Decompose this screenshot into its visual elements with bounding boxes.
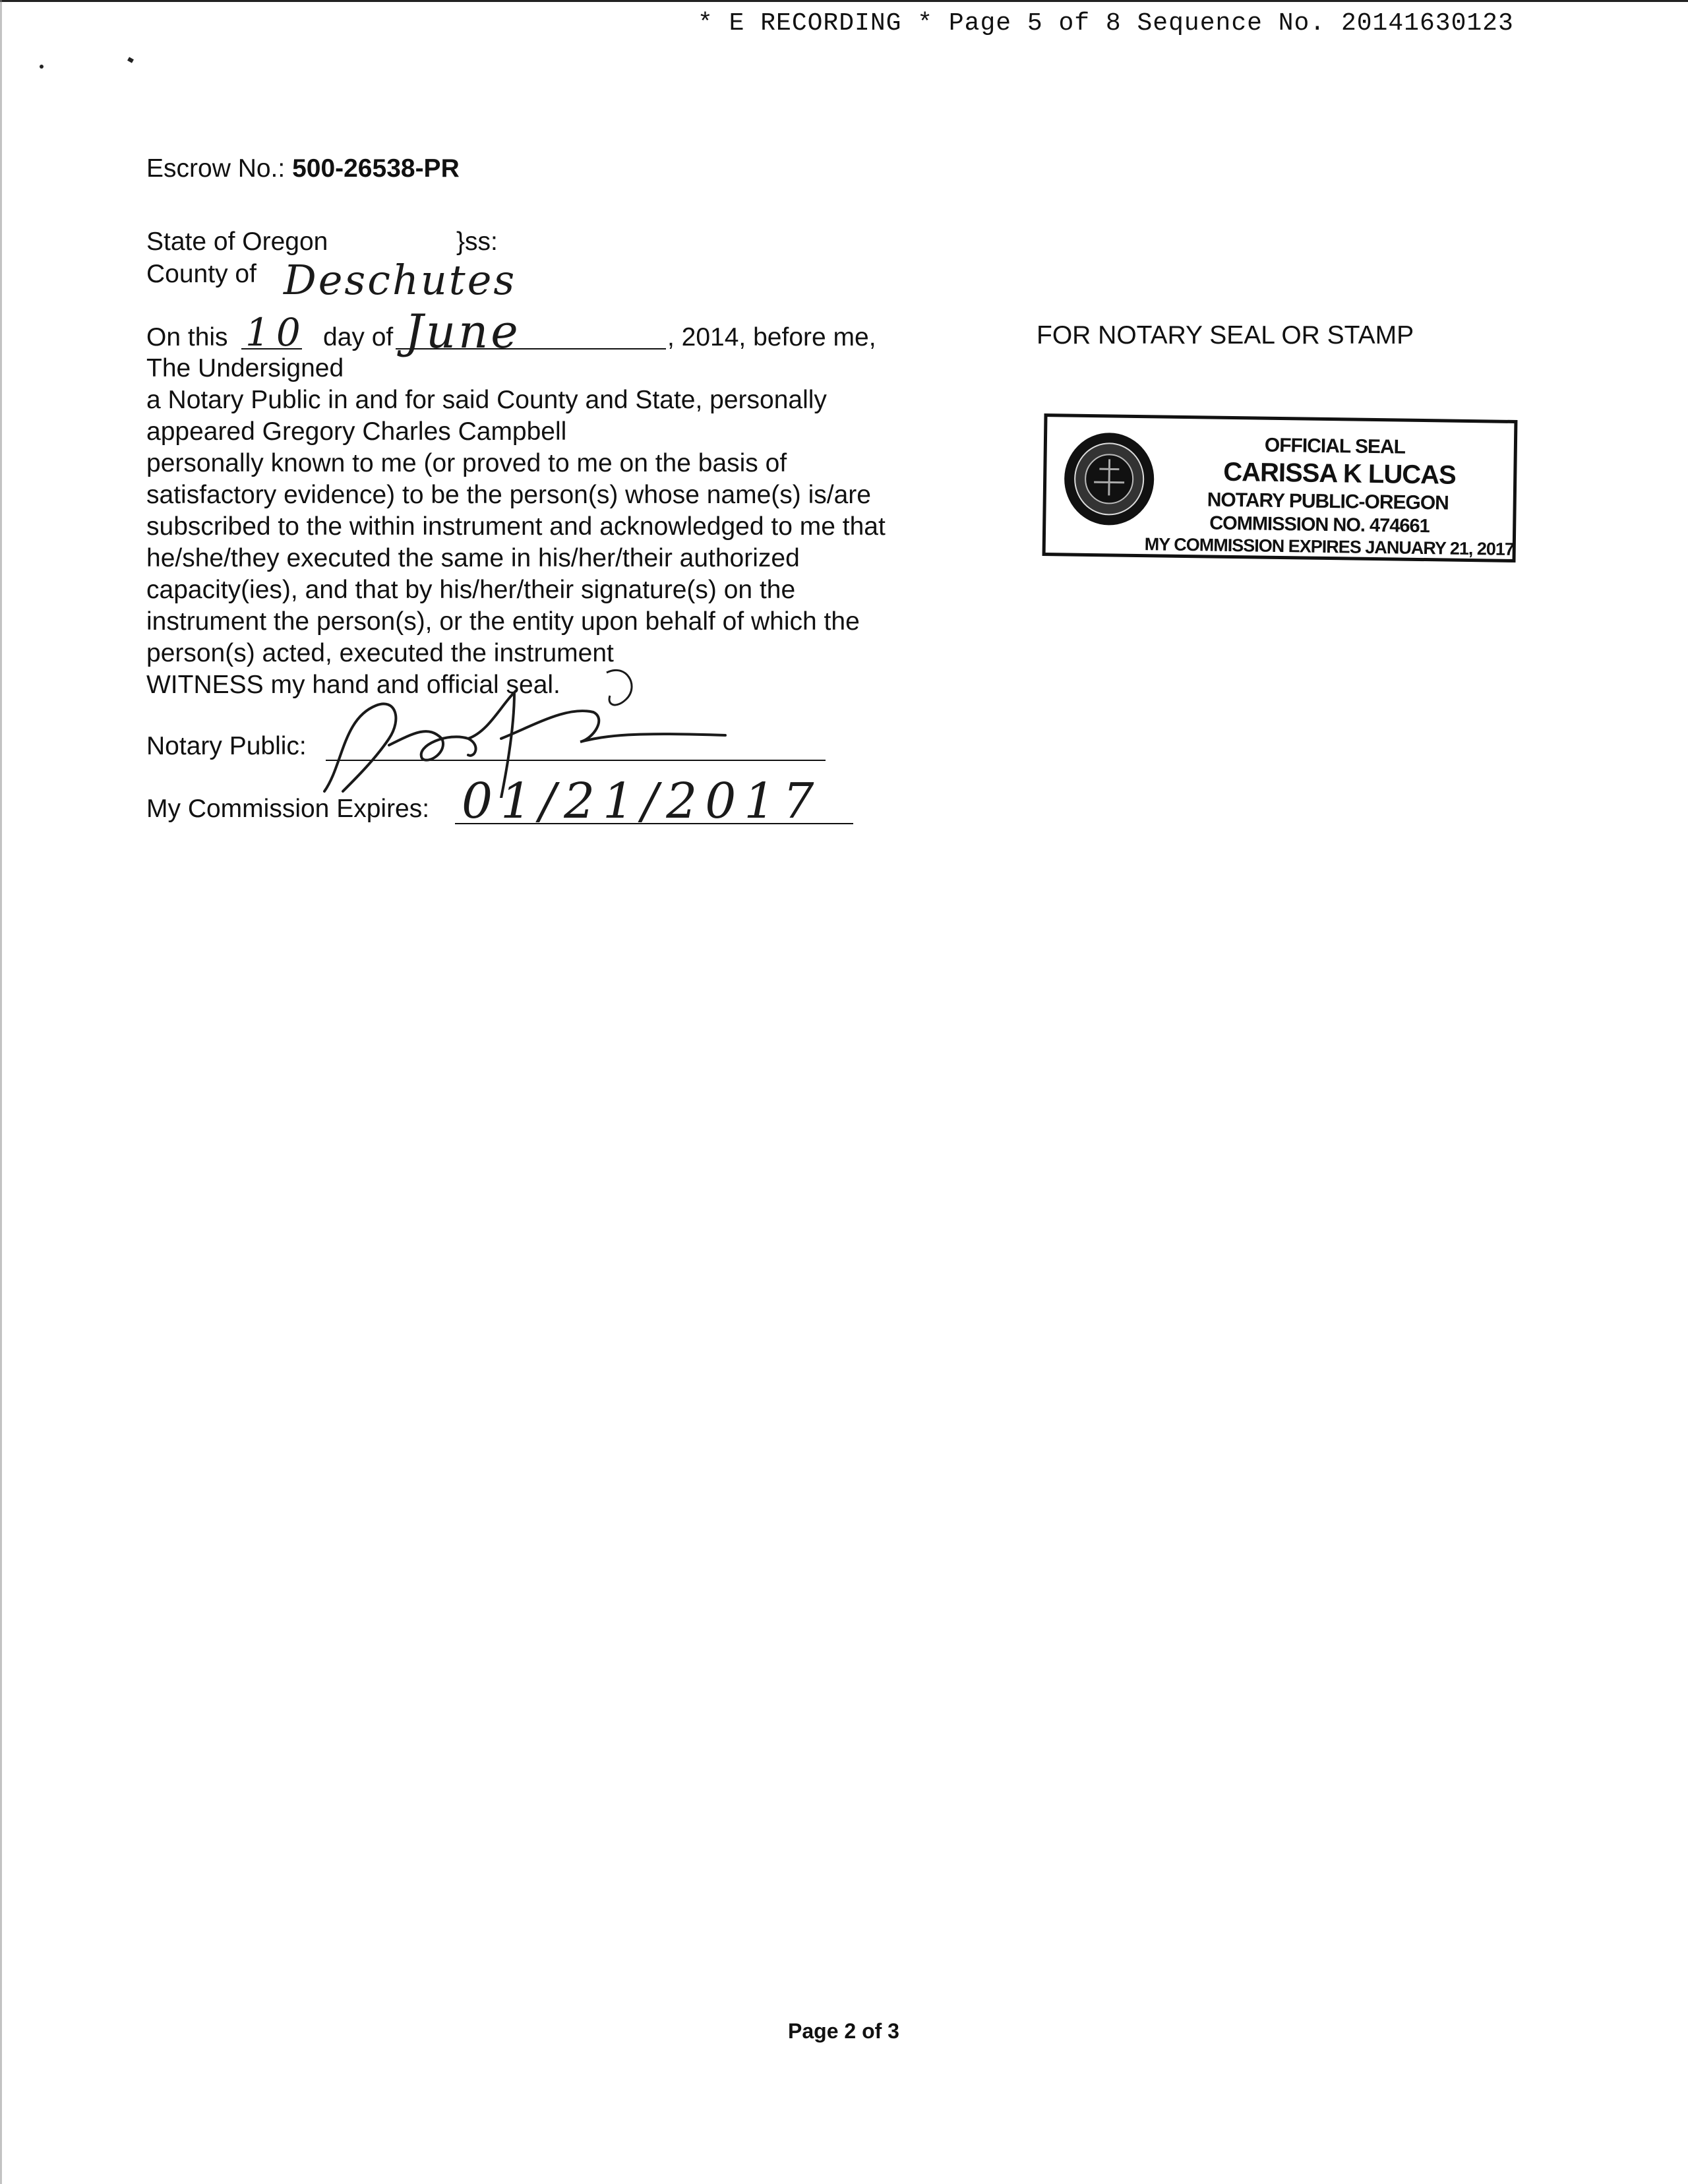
escrow-label: Escrow No.:	[146, 154, 286, 183]
stamp-expires: MY COMMISSION EXPIRES JANUARY 21, 2017	[1144, 534, 1515, 559]
on-this-label: On this	[146, 323, 228, 351]
ss-mark: }ss:	[456, 228, 498, 256]
stamp-name: CARISSA K LUCAS	[1223, 457, 1457, 490]
scan-speck	[127, 57, 134, 63]
county-handwritten: Deschutes	[284, 256, 517, 304]
stamp-commission: COMMISSION NO. 474661	[1209, 512, 1430, 537]
ack-line: subscribed to the within instrument and acknowledged to me that	[146, 512, 886, 541]
stamp-title: OFFICIAL SEAL	[1264, 434, 1406, 458]
scan-top-border	[0, 0, 1688, 2]
ack-line: capacity(ies), and that by his/her/their signature(s) on the	[146, 576, 796, 604]
stamp-role: NOTARY PUBLIC-OREGON	[1207, 489, 1449, 514]
day-of-label: day of	[323, 323, 394, 351]
recording-header: * E RECORDING * Page 5 of 8 Sequence No. 20141630123	[698, 9, 1514, 38]
seal-heading: FOR NOTARY SEAL OR STAMP	[1037, 321, 1414, 349]
scan-speck	[40, 65, 44, 69]
ack-line: appeared Gregory Charles Campbell	[146, 417, 567, 446]
year-before-me: , 2014, before me,	[667, 323, 876, 351]
commission-expires-handwritten: 01/21/2017	[462, 773, 822, 830]
commission-expires-label: My Commission Expires:	[146, 795, 430, 823]
escrow-number: 500-26538-PR	[292, 154, 460, 183]
ack-line: instrument the person(s), or the entity upon behalf of which the	[146, 607, 860, 636]
state-line: State of Oregon	[146, 228, 328, 256]
escrow-line	[146, 153, 460, 185]
ack-line: he/she/they executed the same in his/her/their authorized	[146, 544, 800, 572]
ack-line: The Undersigned	[146, 354, 344, 382]
notary-public-label: Notary Public:	[146, 732, 307, 760]
witness-line: WITNESS my hand and official seal.	[146, 671, 560, 699]
state-seal-icon	[1060, 429, 1158, 529]
county-label: County of	[146, 260, 256, 288]
ack-line: personally known to me (or proved to me on the basis of	[146, 449, 787, 477]
month-handwritten: June	[405, 305, 521, 359]
page-footer: Page 2 of 3	[788, 2019, 899, 2043]
scan-left-edge	[0, 0, 2, 2184]
ack-line: person(s) acted, executed the instrument	[146, 639, 614, 667]
day-handwritten: 10	[245, 310, 307, 355]
ack-line: a Notary Public in and for said County and State, personally	[146, 386, 827, 414]
notary-stamp	[1042, 413, 1518, 562]
ack-line: satisfactory evidence) to be the person(s) whose name(s) is/are	[146, 481, 871, 509]
